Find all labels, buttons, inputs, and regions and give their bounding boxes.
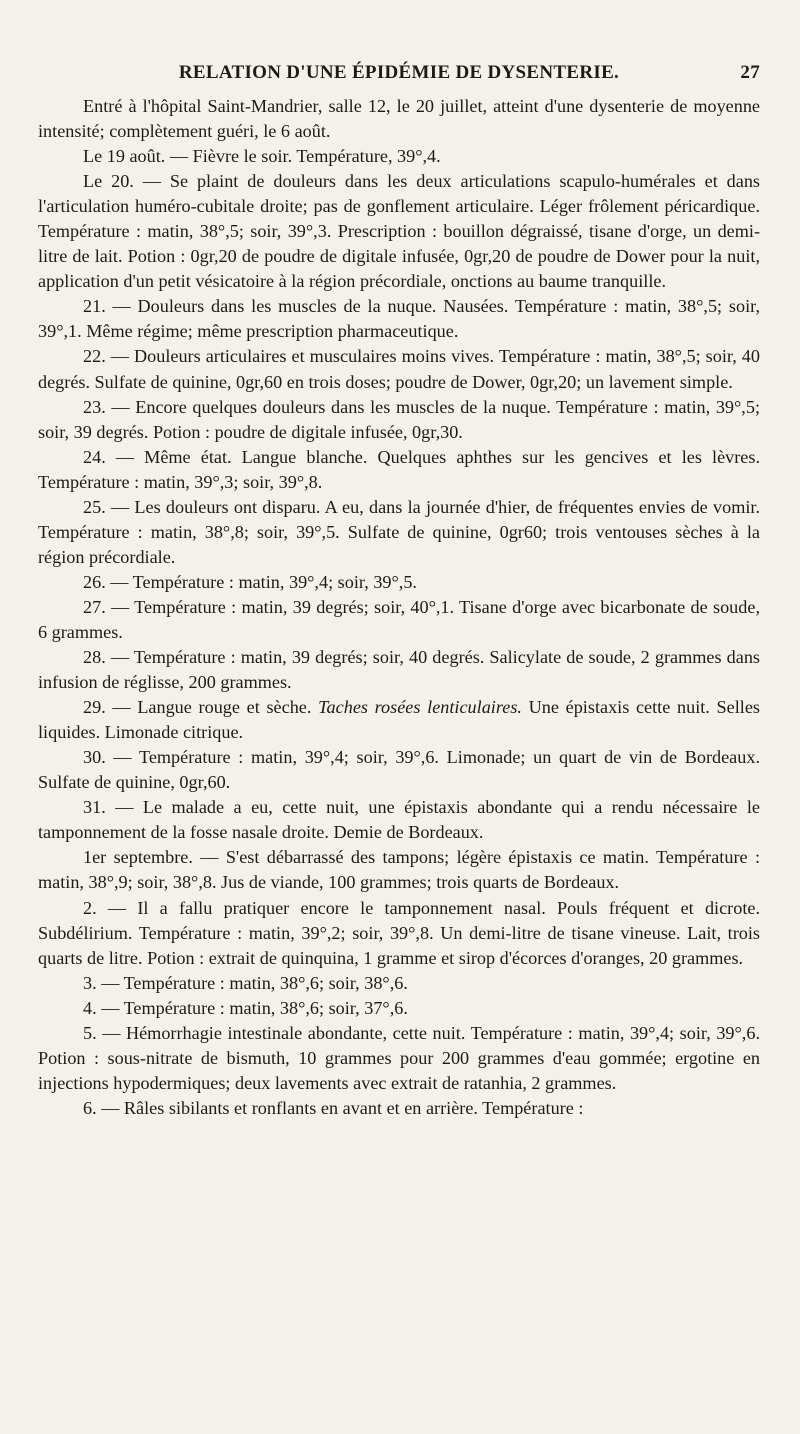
page-header [38, 58, 760, 88]
body-text [38, 94, 760, 1121]
book-page [38, 58, 760, 1418]
paragraph: 21. — Douleurs dans les muscles de la nuque. Nausées. Température : matin, 38°,5; soir, 39°,1. Même régime; même prescription pharmaceutique. [38, 296, 760, 342]
paragraph: 26. — Température : matin, 39°,4; soir, 39°,5. [83, 571, 417, 592]
paragraph: 6. — Râles sibilants et ronflants en avant et en arrière. Température : [83, 1097, 584, 1118]
paragraph: Entré à l'hôpital Saint-Mandrier, salle 12, le 20 juillet, atteint d'une dysenterie de moyenne intensité; complètement guéri, le 6 août. [38, 96, 760, 142]
paragraph: 4. — Température : matin, 38°,6; soir, 37°,6. [83, 997, 408, 1018]
paragraph-text: 29. — Langue rouge et sèche. [83, 697, 319, 718]
paragraph: Le 19 août. — Fièvre le soir. Température, 39°,4. [83, 146, 441, 167]
paragraph: 2. — Il a fallu pratiquer encore le tamponnement nasal. Pouls fréquent et dicrote. Subdélirium. Température : matin, 39°,2; soir, 39°,8. Un demi-litre de tisane vineuse. Lait, trois quarts de litre. Potion : extrait de quinquina, 1 gramme et sirop d'écorces d'oranges, 20 grammes. [38, 897, 760, 968]
page-number: 27 [740, 62, 760, 83]
paragraph: 24. — Même état. Langue blanche. Quelques aphthes sur les gencives et les lèvres. Température : matin, 39°,3; soir, 39°,8. [38, 446, 760, 492]
paragraph: 5. — Hémorrhagie intestinale abondante, cette nuit. Température : matin, 39°,4; soir, 39°,6. Potion : sous-nitrate de bismuth, 10 grammes pour 200 grammes d'eau gommée; ergotine en injections hypodermiques; deux lavements avec extrait de ratanhia, 2 grammes. [38, 1022, 760, 1093]
paragraph-text: Une épistaxis cette nuit. Selles liquides. Limonade citrique. [38, 697, 760, 743]
paragraph: 27. — Température : matin, 39 degrés; soir, 40°,1. Tisane d'orge avec bicarbonate de soude, 6 grammes. [38, 596, 760, 642]
paragraph: 23. — Encore quelques douleurs dans les muscles de la nuque. Température : matin, 39°,5; soir, 39 degrés. Potion : poudre de digitale infusée, 0gr,30. [38, 396, 760, 442]
paragraph: 22. — Douleurs articulaires et musculaires moins vives. Température : matin, 38°,5; soir, 40 degrés. Sulfate de quinine, 0gr,60 en trois doses; poudre de Dower, 0gr,20; un lavement simple. [38, 346, 760, 392]
paragraph: 31. — Le malade a eu, cette nuit, une épistaxis abondante qui a rendu nécessaire le tamponnement de la fosse nasale droite. Demie de Bordeaux. [38, 797, 760, 843]
paragraph: 25. — Les douleurs ont disparu. A eu, dans la journée d'hier, de fréquentes envies de vomir. Température : matin, 38°,8; soir, 39°,5. Sulfate de quinine, 0gr60; trois ventouses sèches à la région précordiale. [38, 496, 760, 567]
paragraph: 28. — Température : matin, 39 degrés; soir, 40 degrés. Salicylate de soude, 2 grammes dans infusion de réglisse, 200 grammes. [38, 647, 760, 693]
paragraph [38, 695, 760, 745]
paragraph: 1er septembre. — S'est débarrassé des tampons; légère épistaxis ce matin. Température : matin, 38°,9; soir, 38°,8. Jus de viande, 100 grammes; trois quarts de Bordeaux. [38, 847, 760, 893]
paragraph: Le 20. — Se plaint de douleurs dans les deux articulations scapulo-humérales et dans l'articulation huméro-cubitale droite; pas de gonflement articulaire. Léger frôlement péricardique. Température : matin, 38°,5; soir, 39°,3. Prescription : bouillon dégraissé, tisane d'orge, un demi-litre de lait. Potion : 0gr,20 de poudre de digitale infusée, 0gr,20 de poudre de Dower pour la nuit, application d'un petit vésicatoire à la région précordiale, onctions au baume tranquille. [38, 171, 760, 292]
italic-phrase: Taches rosées lenticulaires. [318, 697, 522, 718]
paragraph: 3. — Température : matin, 38°,6; soir, 38°,6. [83, 972, 408, 993]
paragraph: 30. — Température : matin, 39°,4; soir, 39°,6. Limonade; un quart de vin de Bordeaux. Sulfate de quinine, 0gr,60. [38, 747, 760, 793]
running-title: RELATION D'UNE ÉPIDÉMIE DE DYSENTERIE. [178, 62, 620, 83]
